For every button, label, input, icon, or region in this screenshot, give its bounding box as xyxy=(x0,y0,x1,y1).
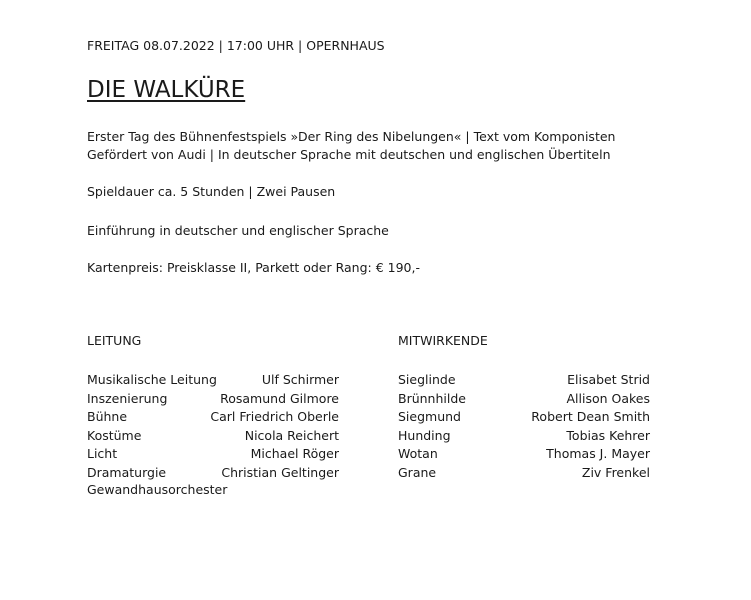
cast-row xyxy=(398,371,650,390)
cast-row xyxy=(398,445,650,464)
cast-person: Tobias Kehrer xyxy=(566,427,650,443)
cast-role: Sieglinde xyxy=(398,372,456,387)
event-description xyxy=(87,128,615,164)
credit-role: Musikalische Leitung xyxy=(87,372,217,387)
event-price: Kartenpreis: Preisklasse II, Parkett oder Rang: € 190,- xyxy=(87,260,420,275)
cast-row xyxy=(398,408,650,427)
description-line-2: Gefördert von Audi | In deutscher Sprache mit deutschen und englischen Übertiteln xyxy=(87,147,611,162)
credit-person: Nicola Reichert xyxy=(244,427,339,443)
credit-person: Carl Friedrich Oberle xyxy=(210,409,339,424)
leitung-heading: LEITUNG xyxy=(87,333,142,348)
credit-role: Bühne xyxy=(87,409,128,424)
event-title: DIE WALKÜRE xyxy=(87,77,246,103)
credit-row xyxy=(87,464,339,483)
credit-role: Kostüme xyxy=(87,427,142,443)
leitung-list xyxy=(87,371,339,482)
cast-person: Ziv Frenkel xyxy=(581,464,650,480)
cast-person: Thomas J. Mayer xyxy=(546,446,650,461)
credit-person: Rosamund Gilmore xyxy=(220,390,339,406)
credit-row xyxy=(87,390,339,409)
credit-person: Ulf Schirmer xyxy=(261,372,339,387)
cast-person: Elisabet Strid xyxy=(567,372,650,387)
orchestra-name: Gewandhausorchester xyxy=(87,482,228,497)
event-introduction: Einführung in deutscher und englischer Sprache xyxy=(87,223,389,238)
credit-row xyxy=(87,445,339,464)
mitwirkende-list xyxy=(398,371,650,482)
event-duration: Spieldauer ca. 5 Stunden | Zwei Pausen xyxy=(87,184,336,199)
credit-row xyxy=(87,427,339,446)
description-line-1: Erster Tag des Bühnenfestspiels »Der Ring des Nibelungen« | Text vom Komponisten xyxy=(87,129,616,144)
credit-person: Michael Röger xyxy=(250,446,339,461)
credit-row xyxy=(87,371,339,390)
cast-role: Brünnhilde xyxy=(398,390,466,406)
cast-row xyxy=(398,390,650,409)
cast-row xyxy=(398,427,650,446)
cast-role: Grane xyxy=(398,464,437,480)
cast-role: Hunding xyxy=(398,427,451,443)
cast-row xyxy=(398,464,650,483)
credit-role: Dramaturgie xyxy=(87,464,167,480)
credit-person: Christian Geltinger xyxy=(221,464,339,480)
credit-row xyxy=(87,408,339,427)
event-dateline: FREITAG 08.07.2022 | 17:00 UHR | OPERNHAUS xyxy=(87,38,385,53)
cast-role: Wotan xyxy=(398,446,438,461)
mitwirkende-heading: MITWIRKENDE xyxy=(398,333,488,348)
credit-role: Inszenierung xyxy=(87,390,168,406)
cast-role: Siegmund xyxy=(398,409,461,424)
credit-role: Licht xyxy=(87,446,118,461)
cast-person: Allison Oakes xyxy=(566,390,650,406)
cast-person: Robert Dean Smith xyxy=(531,409,650,424)
